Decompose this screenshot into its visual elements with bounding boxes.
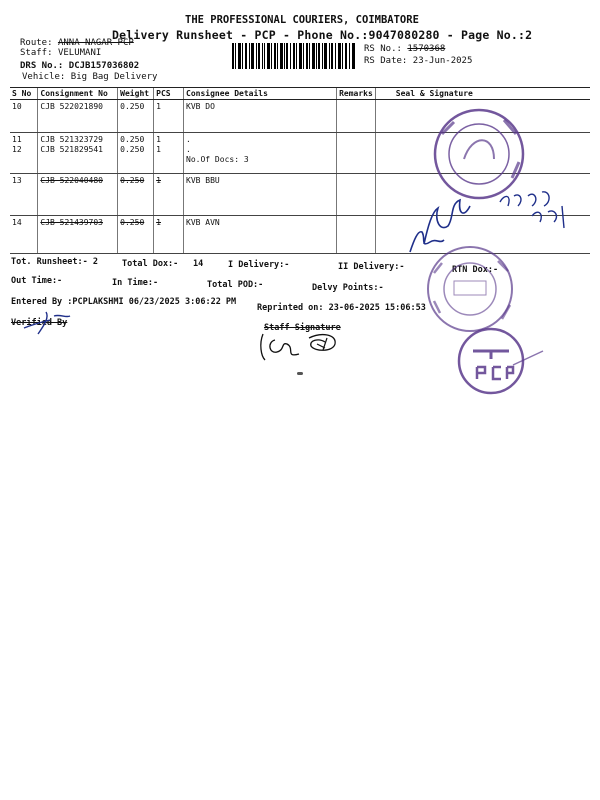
rs-date-line (364, 56, 472, 66)
total-pod: Total POD:- (207, 280, 264, 290)
pcp-stamp (455, 327, 545, 395)
sno-11: 11 (12, 135, 22, 144)
handwritten-signatures (404, 182, 584, 262)
cell-weight: 0.250 (118, 216, 154, 254)
col-seal-signature: Seal & Signature (375, 88, 590, 100)
cell-sno: 14 (10, 216, 38, 254)
col-sno: S No (10, 88, 38, 100)
col-consignment-no: Consignment No (38, 88, 118, 100)
rtn-dox: RTN Dox:- (452, 265, 499, 275)
cell-details: KVB DO (184, 100, 337, 133)
cell-consignment: CJB 522021890 (38, 100, 118, 133)
route-value: ANNA NAGAR PCP (57, 38, 134, 48)
tot-runsheet: Tot. Runsheet:- 2 (11, 257, 98, 267)
cell-remarks (337, 133, 376, 174)
cell-weight: 0.250 (118, 174, 154, 216)
route-line (20, 38, 134, 48)
rs-date-label: RS Date: (364, 56, 408, 66)
col-weight: Weight (118, 88, 154, 100)
out-time: Out Time:- (11, 276, 63, 286)
staff-line (20, 48, 101, 58)
drs-label: DRS No.: (20, 61, 64, 71)
i-delivery: I Delivery:- (228, 260, 290, 270)
vehicle-line (22, 72, 157, 82)
col-remarks: Remarks (337, 88, 376, 100)
rs-no-label: RS No.: (364, 44, 402, 54)
staff-signature-mark (255, 330, 351, 366)
rs-no-value: 1570368 (407, 44, 446, 54)
cell-remarks (337, 216, 376, 254)
ink-speck (297, 372, 303, 375)
total-dox-label: Total Dox:- (122, 259, 179, 269)
cell-details: KVB AVN (184, 216, 337, 254)
cell-pcs: 1 (154, 216, 184, 254)
cell-sno (10, 133, 38, 174)
cell-consignment: CJB 521439703 (38, 216, 118, 254)
barcode (232, 43, 356, 69)
runsheet-subtitle: Delivery Runsheet - PCP - Phone No.:9047080280 - Page No.:2 (112, 28, 533, 42)
cell-pcs: 1 (154, 174, 184, 216)
cell-weight: 0.250 (118, 100, 154, 133)
cell-sno: 13 (10, 174, 38, 216)
col-consignee-details: Consignee Details (184, 88, 337, 100)
table-header-row (10, 88, 590, 100)
cell-pcs: 1 (154, 100, 184, 133)
reprinted-on: Reprinted on: 23-06-2025 15:06:53 (257, 303, 426, 313)
route-label: Route: (20, 38, 53, 48)
cell-consignment: CJB 522040480 (38, 174, 118, 216)
cell-remarks (337, 100, 376, 133)
company-title: THE PROFESSIONAL COURIERS, COIMBATORE (185, 14, 419, 26)
ii-delivery: II Delivery:- (338, 262, 405, 272)
staff-signature-label: Staff Signature (264, 323, 341, 333)
cell-details: . . No.Of Docs: 3 (184, 133, 337, 174)
cell-sno: 10 (10, 100, 38, 133)
rs-no-line (364, 44, 445, 54)
cell-remarks (337, 174, 376, 216)
total-dox-value: 14 (193, 259, 204, 269)
drs-value: DCJB157036802 (68, 61, 140, 71)
in-time: In Time:- (112, 278, 159, 288)
verified-by-signature (20, 308, 76, 338)
staff-value: VELUMANI (57, 48, 102, 58)
staff-label: Staff: (20, 48, 53, 58)
verified-by: Verified By (11, 318, 68, 328)
rs-date-value: 23-Jun-2025 (412, 56, 473, 66)
cell-details: KVB BBU (184, 174, 337, 216)
sno-12: 12 (12, 145, 22, 154)
cell-consignment: CJB 521323729 CJB 521829541 (38, 133, 118, 174)
drs-line (20, 61, 139, 71)
delvy-points: Delvy Points:- (312, 283, 384, 293)
col-pcs: PCS (154, 88, 184, 100)
entered-by: Entered By :PCPLAKSHMI 06/23/2025 3:06:22 PM (11, 297, 237, 307)
vehicle-value: Big Bag Delivery (70, 72, 158, 82)
vehicle-label: Vehicle: (22, 72, 66, 82)
cell-pcs: 1 1 (154, 133, 184, 174)
cell-weight: 0.250 0.250 (118, 133, 154, 174)
